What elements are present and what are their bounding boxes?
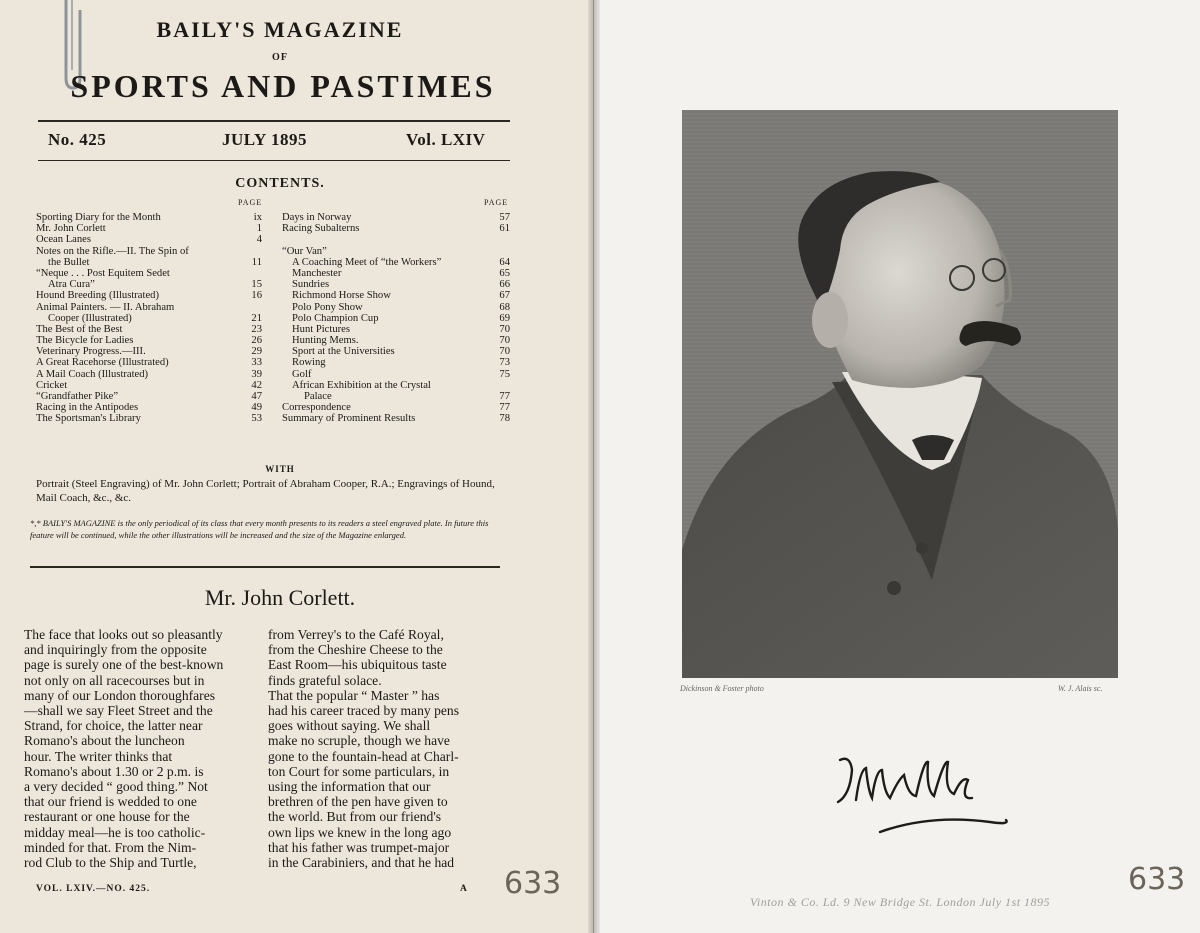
- contents-entry-title: Polo Pony Show: [292, 301, 363, 313]
- article-line: the world. But from our friend's: [268, 809, 442, 825]
- contents-entry-title: Hunting Mems.: [292, 335, 359, 347]
- contents-entry-page: 16: [251, 290, 262, 302]
- page-column-header: PAGE: [238, 198, 263, 207]
- contents-entry-title: Cooper (Illustrated): [48, 312, 132, 324]
- contents-entry: [282, 313, 510, 324]
- contents-entry-page: 11: [251, 256, 262, 268]
- contents-entry-title: Rowing: [292, 357, 326, 369]
- contents-entry-title: Hunt Pictures: [292, 323, 350, 335]
- contents-entry: [282, 290, 510, 301]
- article-title: Mr. John Corlett.: [204, 585, 356, 610]
- article-column-1: [24, 627, 248, 870]
- contents-entry: [282, 369, 510, 380]
- portrait-engraving: [682, 110, 1118, 678]
- contents-entry-page: 1: [256, 223, 262, 235]
- article-line: restaurant or one house for the: [24, 809, 190, 825]
- contents-entry-page: 70: [499, 335, 510, 347]
- divider: [38, 120, 510, 122]
- article-line: brethren of the pen have given to: [268, 794, 448, 810]
- contents-entry: [282, 257, 510, 268]
- article-line: midday meal—he is too catholic-: [24, 824, 206, 840]
- contents-entry-title: Notes on the Rifle.—II. The Spin of: [36, 245, 189, 257]
- article-line: using the information that our: [268, 779, 431, 795]
- article-line: gone to the fountain-head at Charl-: [268, 748, 459, 764]
- contents-entry: [36, 268, 262, 279]
- contents-entry: [36, 402, 262, 413]
- contents-entry-title: Racing in the Antipodes: [36, 402, 139, 414]
- page-column-header: PAGE: [484, 198, 509, 207]
- article-line: from Verrey's to the Café Royal,: [268, 627, 444, 642]
- article-line: Strand, for choice, the latter near: [24, 718, 203, 734]
- article-line: That the popular “ Master ” has: [268, 687, 440, 703]
- contents-entry-page: 57: [499, 212, 510, 223]
- contents-entry: [36, 223, 262, 234]
- issue-number: No. 425: [48, 130, 107, 149]
- contents-entry-page: 29: [251, 346, 262, 358]
- article-line: goes without saying. We shall: [268, 718, 431, 734]
- contents-entry: [36, 380, 262, 391]
- photo-credit: Dickinson & Foster photo: [680, 684, 764, 693]
- contents-title: CONTENTS.: [235, 176, 325, 191]
- contents-entry-title: Atra Cura”: [48, 279, 95, 291]
- contents-entry: [282, 302, 510, 313]
- publisher-imprint: Vinton & Co. Ld. 9 New Bridge St. London July 1st 1895: [749, 895, 1051, 909]
- contents-entry-page: 39: [251, 368, 262, 380]
- contents-entry-title: Veterinary Progress.—III.: [36, 346, 146, 358]
- masthead-of: OF: [272, 52, 288, 63]
- divider: [38, 160, 510, 161]
- contents-entry-title: Days in Norway: [282, 212, 352, 223]
- engraver-credit: W. J. Alais sc.: [1058, 684, 1103, 693]
- article-line: not only on all racecourses but in: [24, 672, 205, 688]
- contents-entry-page: 73: [499, 357, 510, 369]
- magazine-footnote: *,* BAILY'S MAGAZINE is the only periodical of its class that every month presents to its readers a steel engraved plate. In future this feature will be continued, while the other illustrations will be increased and the size of the Magazine enlarged.: [30, 518, 489, 540]
- contents-entry-title: The Best of the Best: [36, 323, 123, 335]
- article-line: many of our London thoroughfares: [24, 687, 216, 703]
- contents-entry-page: 42: [251, 379, 262, 391]
- contents-entry-title: Sport at the Universities: [292, 346, 395, 358]
- contents-entry-title: Sporting Diary for the Month: [36, 212, 161, 223]
- contents-entry-page: 75: [499, 368, 510, 380]
- masthead-title: BAILY'S MAGAZINE: [156, 17, 404, 42]
- contents-entry-page: 65: [499, 267, 510, 279]
- contents-entry-title: Animal Painters. — II. Abraham: [36, 301, 175, 313]
- contents-entry: [282, 223, 510, 234]
- contents-entry-title: The Bicycle for Ladies: [36, 335, 134, 347]
- contents-entry-page: 33: [251, 357, 262, 369]
- contents-entry-page: 15: [251, 279, 262, 291]
- contents-entry-title: Summary of Prominent Results: [282, 413, 416, 425]
- article-line: hour. The writer thinks that: [24, 748, 173, 764]
- contents-entry: [282, 212, 510, 223]
- article-line: own lips we knew in the long ago: [268, 824, 452, 840]
- book-gutter: [588, 0, 600, 933]
- contents-entry: [282, 246, 510, 257]
- contents-entry-title: Golf: [292, 368, 312, 380]
- divider: [30, 566, 500, 568]
- contents-entry-page: 61: [499, 223, 510, 235]
- contents-entry: [36, 324, 262, 335]
- article-line: minded for that. From the Nim-: [24, 839, 197, 855]
- article-line: rod Club to the Ship and Turtle,: [24, 855, 197, 871]
- contents-entry: [36, 369, 262, 380]
- contents-entry-page: 70: [499, 323, 510, 335]
- article-column-2: [268, 627, 492, 870]
- contents-entry-title: Richmond Horse Show: [292, 290, 391, 302]
- masthead-subtitle: SPORTS AND PASTIMES: [70, 68, 496, 104]
- article-line: that his father was trumpet-major: [268, 839, 450, 855]
- contents-entry-title: African Exhibition at the Crystal: [292, 379, 431, 391]
- contents-entry-title: Sundries: [292, 279, 330, 291]
- contents-entry-title: Mr. John Corlett: [36, 223, 106, 235]
- signature-mark: A: [460, 884, 468, 894]
- contents-entry: [282, 357, 510, 368]
- contents-entry: [36, 391, 262, 402]
- contents-entry: [36, 346, 262, 357]
- contents-entry-page: 64: [499, 256, 510, 268]
- contents-entry-page: 70: [499, 346, 510, 358]
- contents-entry-page: 68: [499, 301, 510, 313]
- article-line: Romano's about the luncheon: [24, 733, 185, 749]
- contents-entry: [36, 357, 262, 368]
- with-heading: WITH: [265, 464, 295, 474]
- contents-entry: [36, 212, 262, 223]
- contents-entry-page: ix: [253, 212, 262, 223]
- contents-list-left: [36, 212, 262, 425]
- issue-date: JULY 1895: [222, 130, 307, 149]
- contents-entry-title: the Bullet: [48, 256, 90, 268]
- contents-entry-page: 26: [251, 335, 262, 347]
- contents-entry-title: A Great Racehorse (Illustrated): [36, 357, 169, 369]
- contents-list-right: [282, 212, 510, 425]
- contents-entry: [282, 324, 510, 335]
- contents-entry: [36, 279, 262, 290]
- issue-volume: Vol. LXIV: [406, 130, 486, 149]
- contents-entry-page: 66: [499, 279, 510, 291]
- footer-volume: VOL. LXIV.—NO. 425.: [36, 884, 151, 894]
- contents-entry: [36, 257, 262, 268]
- contents-entry: [282, 234, 510, 245]
- article-line: that our friend is wedded to one: [24, 794, 197, 810]
- contents-entry-page: 49: [251, 402, 262, 414]
- contents-entry: [282, 402, 510, 413]
- contents-entry: [282, 268, 510, 279]
- contents-entry-title: Correspondence: [282, 402, 351, 414]
- article-line: a very decided “ good thing.” Not: [24, 779, 208, 795]
- article-line: ton Court for some particulars, in: [268, 763, 450, 779]
- contents-entry-title: “Neque . . . Post Equitem Sedet: [36, 267, 170, 279]
- article-line: had his career traced by many pens: [268, 703, 459, 719]
- contents-entry-title: “Our Van”: [282, 245, 327, 257]
- left-page: [0, 0, 594, 933]
- contents-entry-page: 23: [251, 323, 262, 335]
- pencil-annotation: 633: [504, 866, 562, 901]
- article-line: finds grateful solace.: [268, 672, 382, 688]
- contents-entry-title: Cricket: [36, 379, 68, 391]
- contents-entry-page: 77: [499, 391, 510, 402]
- contents-entry: [282, 391, 510, 402]
- autograph-signature: [820, 740, 1020, 840]
- contents-entry: [36, 302, 262, 313]
- article-line: page is surely one of the best-known: [24, 657, 224, 673]
- contents-entry-title: Manchester: [292, 267, 342, 279]
- contents-entry: [282, 413, 510, 424]
- illustrations-note: Portrait (Steel Engraving) of Mr. John Corlett; Portrait of Abraham Cooper, R.A.; Engravings of Hound, Mail Coach, &c., &c.: [36, 478, 495, 504]
- article-line: make no scruple, though we have: [268, 733, 450, 749]
- article-line: in the Carabiniers, and that he had: [268, 855, 455, 871]
- contents-entry: [36, 290, 262, 301]
- article-line: from the Cheshire Cheese to the: [268, 642, 443, 658]
- contents-entry: [282, 380, 510, 391]
- contents-entry: [36, 313, 262, 324]
- contents-entry-title: A Coaching Meet of “the Workers”: [292, 256, 442, 268]
- contents-entry-page: 77: [499, 402, 510, 414]
- article-line: —shall we say Fleet Street and the: [24, 703, 213, 719]
- contents-entry-title: Palace: [304, 391, 332, 402]
- contents-entry-page: 67: [499, 290, 510, 302]
- contents-entry-title: The Sportsman's Library: [36, 413, 141, 425]
- contents-entry-page: 69: [499, 312, 510, 324]
- contents-entry: [282, 346, 510, 357]
- contents-entry-title: “Grandfather Pike”: [36, 391, 119, 402]
- article-line: Romano's about 1.30 or 2 p.m. is: [24, 763, 204, 779]
- contents-entry-title: Racing Subalterns: [282, 223, 360, 235]
- article-line: The face that looks out so pleasantly: [24, 627, 223, 642]
- article-line: East Room—his ubiquitous taste: [268, 657, 447, 673]
- contents-entry-page: 53: [251, 413, 262, 425]
- contents-entry-page: 78: [499, 413, 510, 425]
- contents-entry-title: A Mail Coach (Illustrated): [36, 368, 149, 380]
- contents-entry: [282, 279, 510, 290]
- contents-entry: [36, 413, 262, 424]
- article-line: and inquiringly from the opposite: [24, 642, 207, 658]
- contents-entry: [36, 246, 262, 257]
- contents-entry-title: Polo Champion Cup: [292, 312, 379, 324]
- contents-entry-title: Ocean Lanes: [36, 234, 91, 246]
- contents-entry-page: 21: [251, 312, 262, 324]
- pencil-annotation: 633: [1128, 862, 1186, 897]
- contents-entry-page: 4: [256, 234, 262, 246]
- contents-entry-title: Hound Breeding (Illustrated): [36, 290, 159, 302]
- contents-entry: [36, 335, 262, 346]
- contents-entry-page: 47: [251, 391, 262, 402]
- contents-entry: [282, 335, 510, 346]
- contents-entry: [36, 234, 262, 245]
